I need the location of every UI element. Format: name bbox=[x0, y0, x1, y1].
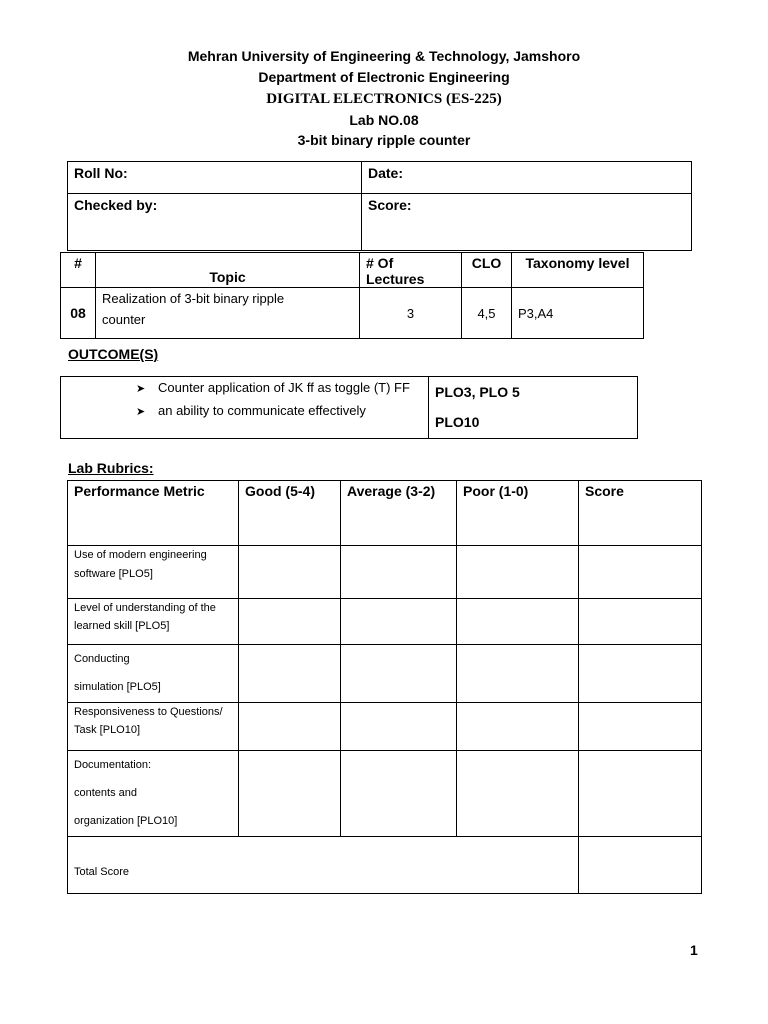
university-name: Mehran University of Engineering & Technology, Jamshoro bbox=[187, 48, 581, 64]
topic-line-1: Realization of 3-bit binary ripple bbox=[102, 291, 285, 306]
info-table bbox=[67, 161, 692, 251]
table-row: Conducting simulation [PLO5] bbox=[68, 645, 702, 703]
rubric-header-metric: Performance Metric bbox=[68, 481, 239, 546]
department-name: Department of Electronic Engineering bbox=[258, 69, 510, 85]
plo-line-1: PLO3, PLO 5 bbox=[435, 384, 520, 400]
row-number: 08 bbox=[61, 288, 96, 339]
date-field[interactable]: Date: bbox=[362, 162, 692, 194]
roll-no-field[interactable]: Roll No: bbox=[68, 162, 362, 194]
outcomes-heading: OUTCOME(S) bbox=[68, 346, 159, 362]
lab-number: Lab NO.08 bbox=[349, 112, 419, 128]
lectures-value: 3 bbox=[360, 288, 462, 339]
arrow-bullet-icon: ➤ bbox=[136, 383, 146, 395]
arrow-bullet-icon: ➤ bbox=[136, 406, 146, 418]
course-title: DIGITAL ELECTRONICS (ES-225) bbox=[266, 91, 502, 107]
table-row: Level of understanding of the learned skill [PLO5] bbox=[68, 599, 702, 645]
table-row: Documentation: contents and organization [PLO10] bbox=[68, 751, 702, 837]
header-topic: Topic bbox=[96, 253, 360, 288]
rubric-header-good: Good (5-4) bbox=[239, 481, 341, 546]
table-row: Responsiveness to Questions/ Task [PLO10] bbox=[68, 703, 702, 751]
header-taxonomy: Taxonomy level bbox=[512, 253, 644, 288]
header-number: # bbox=[61, 253, 96, 288]
outcome-item: ➤ Counter application of JK ff as toggle (T) FF bbox=[136, 377, 422, 400]
taxonomy-value: P3,A4 bbox=[512, 288, 644, 339]
topic-line-2: counter bbox=[102, 312, 146, 327]
table-row bbox=[68, 837, 702, 894]
rubric-header-score: Score bbox=[579, 481, 702, 546]
outcome-item: ➤ an ability to communicate effectively bbox=[136, 400, 422, 423]
total-score-value[interactable] bbox=[579, 837, 702, 894]
rubrics-heading: Lab Rubrics: bbox=[68, 460, 154, 476]
checked-by-field[interactable]: Checked by: bbox=[68, 194, 362, 251]
header-lectures: # Of Lectures bbox=[360, 253, 462, 288]
rubrics-table bbox=[67, 480, 702, 894]
page-number: 1 bbox=[690, 942, 698, 958]
plo-line-2: PLO10 bbox=[435, 414, 480, 430]
lab-title: 3-bit binary ripple counter bbox=[297, 132, 471, 148]
total-score-label: Total Score bbox=[68, 837, 579, 894]
header-clo: CLO bbox=[462, 253, 512, 288]
outcomes-table bbox=[60, 376, 638, 439]
rubric-header-poor: Poor (1-0) bbox=[457, 481, 579, 546]
table-row: Use of modern engineering software [PLO5] bbox=[68, 546, 702, 599]
clo-value: 4,5 bbox=[462, 288, 512, 339]
rubric-header-average: Average (3-2) bbox=[341, 481, 457, 546]
topic-table bbox=[60, 252, 644, 339]
score-field[interactable]: Score: bbox=[362, 194, 692, 251]
